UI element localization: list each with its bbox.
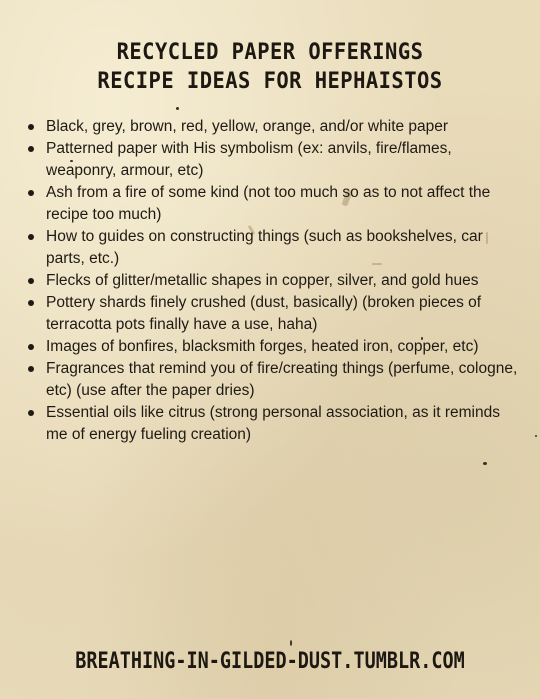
list-item-text: Black, grey, brown, red, yellow, orange, and/or white paper [46,118,449,135]
list-item-text: Fragrances that remind you of fire/creating things (perfume, cologne, etc) (use after the paper dries) [46,360,518,399]
list-item-text: Images of bonfires, blacksmith forges, heated iron, copper, etc) [46,338,479,355]
list-item [24,182,524,226]
bullet-icon [28,366,34,372]
bullet-icon [28,234,34,240]
paper-speck [176,107,179,110]
paper-speck [290,640,292,646]
recipe-list [24,116,524,446]
list-item-text: Patterned paper with His symbolism (ex: anvils, fire/flames, weaponry, armour, etc) [46,140,452,179]
page-title [19,38,521,96]
list-item-text: How to guides on constructing things (such as bookshelves, car parts, etc.) [46,228,483,267]
bullet-icon [28,124,34,130]
list-item [24,270,524,292]
bullet-icon [28,190,34,196]
list-item-text: Pottery shards finely crushed (dust, basically) (broken pieces of terracotta pots finally have a use, haha) [46,294,482,333]
list-item [24,358,524,402]
bullet-icon [28,410,34,416]
list-item [24,336,524,358]
title-line-1: RECYCLED PAPER OFFERINGS [116,40,424,65]
list-item-text: Flecks of glitter/metallic shapes in copper, silver, and gold hues [46,272,479,289]
list-item [24,138,524,182]
title-line-2: RECIPE IDEAS FOR HEPHAISTOS [97,69,443,94]
list-item-text: Ash from a fire of some kind (not too much so as to not affect the recipe too much) [46,184,491,223]
list-item [24,116,524,138]
bullet-icon [28,300,34,306]
list-item-text: Essential oils like citrus (strong personal association, as it reminds me of energy fueling creation) [46,404,500,443]
list-item [24,292,524,336]
list-item [24,402,524,446]
paper-speck [483,462,487,465]
bullet-icon [28,278,34,284]
bullet-icon [28,146,34,152]
list-item [24,226,524,270]
bullet-icon [28,344,34,350]
footer-url: BREATHING-IN-GILDED-DUST.TUMBLR.COM [75,649,465,674]
paper-speck [535,435,537,437]
